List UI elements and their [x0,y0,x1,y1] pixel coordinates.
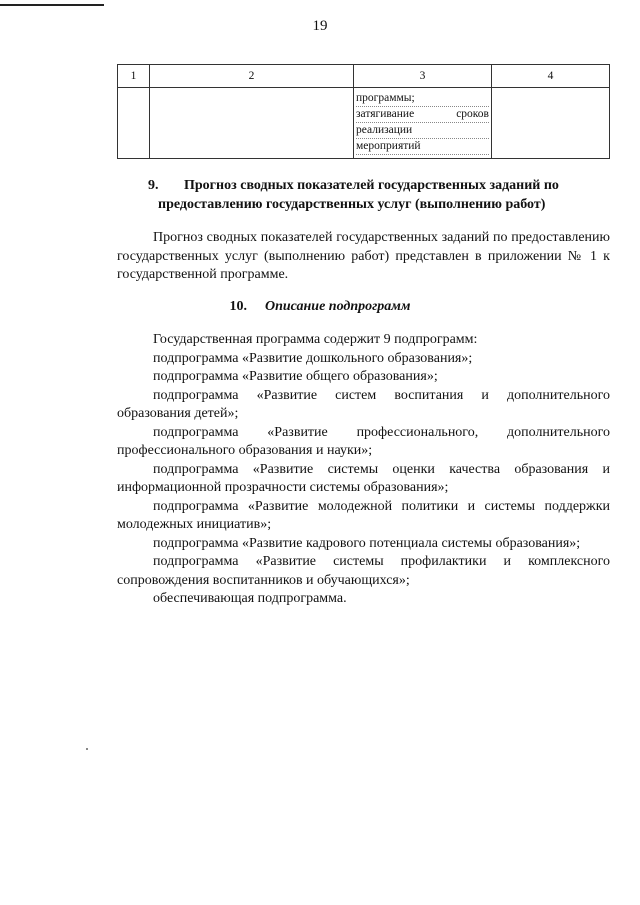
table-cell-col2 [150,88,354,159]
table-header-cell-4: 4 [492,65,610,88]
section-9-paragraph-text: Прогноз сводных показателей государственных заданий по предоставлению государственных услуг (выполнению работ) представлен в приложении № 1 к государственной программе. [117,230,610,282]
table-header-cell-2: 2 [150,65,354,88]
list-item: подпрограмма «Развитие системы профилактики и комплексного сопровождения воспитанников и обучающихся»; [117,554,610,588]
list-item: подпрограмма «Развитие профессионального, дополнительного профессионального образования и науки»; [117,424,610,458]
section-9-number: 9. [148,178,159,193]
section-10-number: 10. [229,299,247,314]
table-header-row [118,65,610,88]
table-cell-col1 [118,88,150,159]
list-item: подпрограмма «Развитие молодежной политики и системы поддержки молодежных инициатив»; [117,498,610,532]
list-item: подпрограмма «Развитие системы оценки качества образования и информационной прозрачности системы образования»; [117,461,610,495]
section-9-heading [130,176,610,214]
table-header-cell-3: 3 [354,65,492,88]
table-cell-line: мероприятий [356,139,489,155]
subprogram-list [117,331,610,609]
section-10-heading [0,297,640,316]
section-9-paragraph [117,229,610,285]
page-number: 19 [312,18,328,34]
section-9-title-line1: Прогноз сводных показателей государственных заданий по [184,178,559,193]
list-item: подпрограмма «Развитие дошкольного образования»; [153,350,473,366]
list-item: обеспечивающая подпрограмма. [153,591,347,606]
list-item: Государственная программа содержит 9 подпрограмм: [153,332,478,347]
list-item: подпрограмма «Развитие общего образования»; [153,369,438,384]
section-10-title: Описание подпрограмм [265,299,411,314]
scan-speck [86,748,88,750]
table-cell-line [356,107,489,123]
section-9-title-line2: предоставлению государственных услуг (выполнению работ) [158,197,546,212]
table-cell-line: программы; [356,91,489,107]
table-cell-word: сроков [456,108,489,120]
table-cell-word: затягивание [356,108,415,120]
table-cell-line: реализации [356,123,489,139]
table-header-cell-1: 1 [118,65,150,88]
list-item: подпрограмма «Развитие кадрового потенциала системы образования»; [153,535,581,551]
scan-corner-mark [0,4,104,6]
table-row [118,88,610,159]
list-item: подпрограмма «Развитие систем воспитания и дополнительного образования детей»; [117,387,610,421]
continuation-table [117,64,610,159]
table-cell-col4 [492,88,610,159]
table-cell-col3 [354,88,492,159]
